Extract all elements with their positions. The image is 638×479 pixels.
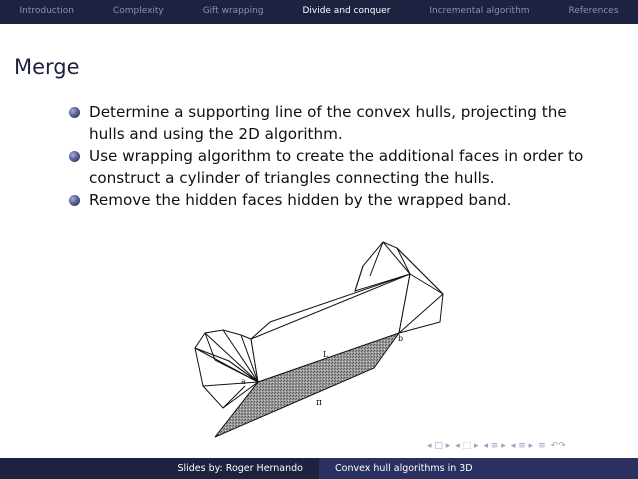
bullet-item [66,189,606,211]
bullet-item [66,145,606,189]
section-navigation-bar [0,0,638,24]
nav-item-introduction[interactable]: Introduction [19,6,74,16]
figure-label-b: b [398,334,404,343]
bullet-ball-icon [69,195,80,206]
nav-outline-icon[interactable]: ≡ [538,441,546,451]
nav-frame-controls[interactable]: ◂ □ ▸ [427,441,451,451]
nav-item-incremental-algorithm[interactable]: Incremental algorithm [429,6,530,16]
nav-item-complexity[interactable]: Complexity [112,6,164,16]
nav-search-icon[interactable]: ↶↷ [550,441,566,451]
footer-bar [0,458,638,479]
bullet-text: Use wrapping algorithm to create the additional faces in order to construct a cylinder of triangles connecting the hulls. [89,147,584,187]
nav-item-references[interactable]: References [568,6,619,16]
figure-label-L: L [323,350,329,359]
bullet-text: Remove the hidden faces hidden by the wrapped band. [89,191,512,209]
nav-item-divide-and-conquer[interactable]: Divide and conquer [302,6,391,16]
bullet-item [66,101,606,145]
figure-label-pi: π [316,398,322,408]
nav-document-controls[interactable]: ◂ ≡ ▸ [510,441,534,451]
frame-title: Merge [14,55,80,79]
beamer-navigation-symbols [427,441,566,451]
footer-author: Slides by: Roger Hernando [0,458,319,479]
footer-title: Convex hull algorithms in 3D [319,458,638,479]
bullet-list [66,101,606,211]
bullet-ball-icon [69,151,80,162]
figure-label-a: a [241,377,246,386]
nav-item-gift-wrapping[interactable]: Gift wrapping [202,6,264,16]
bullet-ball-icon [69,107,80,118]
nav-section-controls[interactable]: ◂ ≡ ▸ [483,441,506,451]
nav-subsection-controls[interactable]: ◂ ⬚ ▸ [455,441,479,451]
frame-title-area [0,24,638,100]
merge-wrapping-figure [185,236,455,442]
bullet-text: Determine a supporting line of the convex hulls, projecting the hulls and using the 2D algorithm. [89,103,567,143]
